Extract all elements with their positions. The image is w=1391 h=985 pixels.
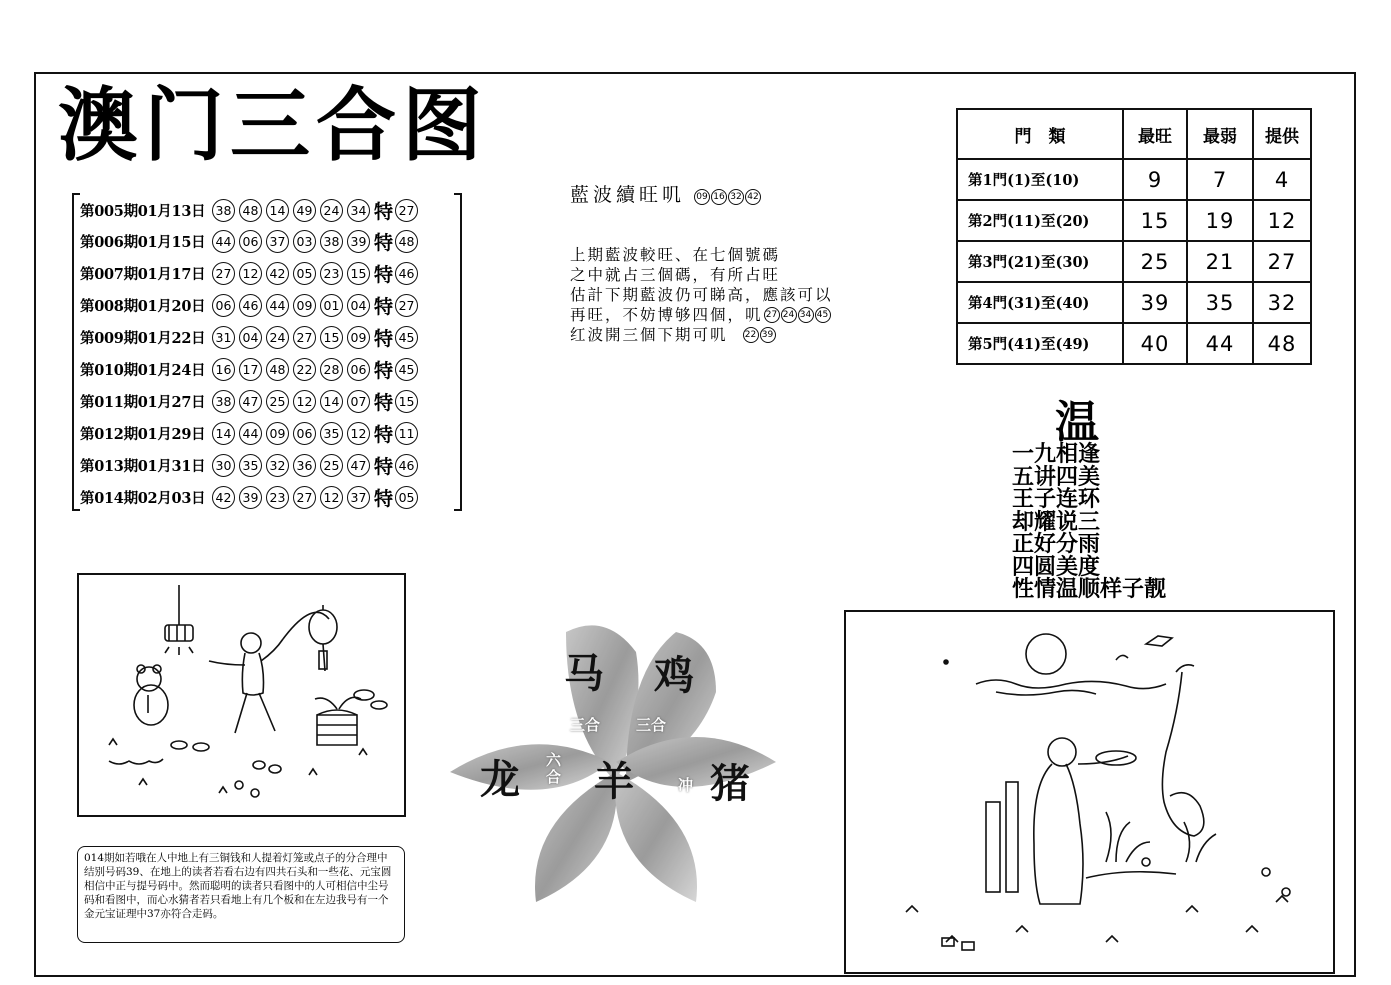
- number-ball: 44: [266, 294, 289, 317]
- number-ball: 07: [347, 390, 370, 413]
- number-ball: 06: [212, 294, 235, 317]
- cell-zuiruo: 21: [1187, 241, 1253, 282]
- number-ball: 04: [347, 294, 370, 317]
- note-ball: 22: [743, 327, 759, 343]
- special-ball: 48: [395, 230, 418, 253]
- header-category: 門 類: [957, 109, 1123, 159]
- lanbo-ball: 09: [694, 189, 710, 205]
- number-ball: 37: [347, 486, 370, 509]
- draw-date: 第013期01月31日: [80, 457, 206, 475]
- cell-zuiruo: 19: [1187, 200, 1253, 241]
- poem-line: 一九相逢: [1012, 442, 1101, 467]
- special-label: 特: [374, 455, 394, 478]
- relation-sanhe-2: 三合: [636, 716, 667, 734]
- cell-zuiwang: 9: [1123, 159, 1187, 200]
- relation-chong: 冲: [678, 776, 694, 794]
- draw-date: 第006期01月15日: [80, 234, 206, 252]
- number-ball: 12: [293, 390, 316, 413]
- number-ball: 25: [320, 454, 343, 477]
- special-ball: 27: [395, 294, 418, 317]
- note-ball: 39: [760, 327, 776, 343]
- header-zuiruo: 最弱: [1187, 109, 1253, 159]
- number-ball: 28: [320, 358, 343, 381]
- special-ball: 27: [395, 199, 418, 222]
- draw-row: [80, 259, 422, 289]
- zodiac-long: 龙: [480, 756, 520, 803]
- header-zuiwang: 最旺: [1123, 109, 1187, 159]
- number-ball: 35: [239, 454, 262, 477]
- number-ball: 38: [212, 390, 235, 413]
- cell-zuiruo: 7: [1187, 159, 1253, 200]
- zodiac-ji: 鸡: [654, 652, 694, 699]
- special-label: 特: [374, 391, 394, 414]
- cell-tigong: 27: [1253, 241, 1311, 282]
- riddle-text: 014期如若哦在人中地上有三铜钱和人提着灯笼或点子的分合理中结别号码39、在地上的读者若看右边有四共石头和一些花、元宝圆相信中正与提号码中。然而聪明的读者只看图中的人可相信中尘号码和看图中，而心水猜者若只看地上有几个板和在左边我号有一个金元宝证理中37亦符合走码。: [77, 846, 405, 943]
- door-label: 第4門(31)至(40): [957, 282, 1123, 323]
- cell-zuiwang: 40: [1123, 323, 1187, 364]
- door-stats-table: [956, 108, 1312, 365]
- zodiac-yang: 羊: [594, 758, 634, 805]
- lantern-drawing: [79, 575, 405, 815]
- door-label: 第2門(11)至(20): [957, 200, 1123, 241]
- draw-row: [80, 450, 422, 480]
- number-ball: 39: [347, 230, 370, 253]
- number-ball: 15: [347, 262, 370, 285]
- poem-line: 正好分雨: [1012, 532, 1101, 557]
- cell-tigong: 4: [1253, 159, 1311, 200]
- draw-row: [80, 418, 422, 448]
- number-ball: 05: [293, 262, 316, 285]
- note-ball: 45: [815, 307, 831, 323]
- note-line: 上期藍波較旺、在七個號碼: [570, 246, 781, 264]
- table-row: [957, 323, 1311, 364]
- lanbo-ball: 42: [745, 189, 761, 205]
- cell-zuiwang: 39: [1123, 282, 1187, 323]
- number-ball: 12: [320, 486, 343, 509]
- draw-row: [80, 195, 422, 225]
- number-ball: 34: [347, 199, 370, 222]
- number-ball: 25: [266, 390, 289, 413]
- draw-row: [80, 386, 422, 416]
- number-ball: 09: [266, 422, 289, 445]
- number-ball: 15: [320, 326, 343, 349]
- special-ball: 46: [395, 262, 418, 285]
- number-ball: 31: [212, 326, 235, 349]
- note-line: 红波開三個下期可叽: [570, 326, 728, 344]
- zodiac-flower: [446, 612, 786, 902]
- lantern-illustration: [77, 573, 406, 817]
- note-line: 之中就占三個碼，有所占旺: [570, 266, 781, 284]
- number-ball: 30: [212, 454, 235, 477]
- number-ball: 44: [212, 230, 235, 253]
- number-ball: 01: [320, 294, 343, 317]
- poem: [1012, 444, 1166, 602]
- special-ball: 46: [395, 454, 418, 477]
- number-ball: 48: [266, 358, 289, 381]
- special-label: 特: [374, 360, 394, 382]
- poem-line: 却耀说三: [1012, 509, 1101, 535]
- note-ball: 34: [798, 307, 814, 323]
- cell-tigong: 12: [1253, 200, 1311, 241]
- number-ball: 38: [320, 230, 343, 253]
- note-ball: 27: [764, 307, 780, 323]
- draw-row: [80, 227, 422, 257]
- special-ball: 45: [395, 358, 418, 381]
- number-ball: 23: [320, 262, 343, 285]
- scholar-drawing: [846, 612, 1334, 972]
- special-label: 特: [374, 487, 394, 510]
- note-line: 估計下期藍波仍可睇高，應該可以: [570, 286, 833, 304]
- number-ball: 27: [212, 262, 235, 285]
- number-ball: 42: [266, 262, 289, 285]
- number-ball: 36: [293, 454, 316, 477]
- number-ball: 39: [239, 486, 262, 509]
- number-ball: 12: [347, 422, 370, 445]
- number-ball: 35: [320, 422, 343, 445]
- special-label: 特: [374, 264, 394, 287]
- draw-date: 第005期01月13日: [80, 202, 206, 220]
- special-ball: 11: [395, 422, 418, 445]
- zodiac-ma: 马: [564, 650, 604, 697]
- special-label: 特: [374, 423, 394, 446]
- draw-date: 第011期01月27日: [80, 393, 206, 411]
- cell-tigong: 32: [1253, 282, 1311, 323]
- draw-date: 第012期01月29日: [80, 425, 206, 443]
- door-label: 第1門(1)至(10): [957, 159, 1123, 200]
- number-ball: 46: [239, 294, 262, 317]
- number-ball: 23: [266, 486, 289, 509]
- lanbo-heading: 藍波續旺叽: [570, 184, 686, 206]
- number-ball: 27: [293, 486, 316, 509]
- cell-zuiwang: 15: [1123, 200, 1187, 241]
- number-ball: 14: [266, 199, 289, 222]
- number-ball: 37: [266, 230, 289, 253]
- note-line: 再旺，不妨博够四個，叽: [570, 306, 763, 324]
- draw-date: 第014期02月03日: [80, 489, 206, 507]
- draw-row: [80, 291, 422, 321]
- draw-row: [80, 355, 422, 385]
- lanbo-ball: 16: [711, 189, 727, 205]
- draw-date: 第007期01月17日: [80, 266, 206, 284]
- number-ball: 09: [293, 294, 316, 317]
- table-header-row: [957, 109, 1311, 159]
- number-ball: 27: [293, 326, 316, 349]
- poem-title: 温: [1055, 397, 1099, 448]
- table-row: [957, 159, 1311, 200]
- table-row: [957, 282, 1311, 323]
- number-ball: 44: [239, 422, 262, 445]
- special-ball: 15: [395, 390, 418, 413]
- number-ball: 16: [212, 358, 235, 381]
- poem-line: 四圆美度: [1012, 554, 1101, 580]
- door-label: 第3門(21)至(30): [957, 241, 1123, 282]
- number-ball: 17: [239, 358, 262, 381]
- table-row: [957, 200, 1311, 241]
- draw-row: [80, 323, 422, 353]
- number-ball: 06: [347, 358, 370, 381]
- number-ball: 06: [239, 230, 262, 253]
- relation-sanhe-1: 三合: [570, 716, 601, 734]
- lanbo-heading-row: [570, 180, 761, 207]
- relation-liuhe: 六合: [546, 751, 562, 786]
- number-ball: 22: [293, 358, 316, 381]
- draw-date: 第008期01月20日: [80, 298, 206, 316]
- analysis-note: [570, 245, 833, 345]
- scholar-illustration: [844, 610, 1335, 974]
- page-title: 澳门三合图: [58, 79, 488, 172]
- note-line-with-balls: [570, 325, 833, 345]
- draw-date: 第010期01月24日: [80, 362, 206, 379]
- number-ball: 47: [239, 390, 262, 413]
- number-ball: 24: [320, 199, 343, 222]
- number-ball: 47: [347, 454, 370, 477]
- number-ball: 48: [239, 199, 262, 222]
- number-ball: 03: [293, 230, 316, 253]
- number-ball: 14: [212, 422, 235, 445]
- number-ball: 24: [266, 326, 289, 349]
- cell-zuiruo: 44: [1187, 323, 1253, 364]
- number-ball: 42: [212, 486, 235, 509]
- number-ball: 32: [266, 454, 289, 477]
- number-ball: 14: [320, 390, 343, 413]
- number-ball: 04: [239, 326, 262, 349]
- poem-line: 五讲四美: [1012, 464, 1101, 490]
- special-label: 特: [374, 296, 394, 319]
- special-label: 特: [374, 232, 394, 255]
- table-row: [957, 241, 1311, 282]
- poem-line: 王子连环: [1012, 487, 1101, 512]
- number-ball: 06: [293, 422, 316, 445]
- zodiac-zhu: 猪: [710, 760, 750, 807]
- cell-zuiwang: 25: [1123, 241, 1187, 282]
- note-ball: 24: [781, 307, 797, 323]
- note-line-with-balls: [570, 305, 833, 325]
- number-ball: 38: [212, 199, 235, 222]
- header-tigong: 提供: [1253, 109, 1311, 159]
- poem-line: 性情温顺样子靓: [1012, 577, 1167, 602]
- draw-date: 第009期01月22日: [80, 330, 206, 348]
- results-list: [72, 193, 462, 511]
- draw-row: [80, 482, 422, 512]
- number-ball: 49: [293, 199, 316, 222]
- lanbo-ball: 32: [728, 189, 744, 205]
- special-label: 特: [374, 328, 394, 351]
- special-ball: 45: [395, 326, 418, 349]
- number-ball: 09: [347, 326, 370, 349]
- number-ball: 12: [239, 262, 262, 285]
- special-label: 特: [374, 200, 394, 223]
- cell-tigong: 48: [1253, 323, 1311, 364]
- door-label: 第5門(41)至(49): [957, 323, 1123, 364]
- special-ball: 05: [395, 486, 418, 509]
- cell-zuiruo: 35: [1187, 282, 1253, 323]
